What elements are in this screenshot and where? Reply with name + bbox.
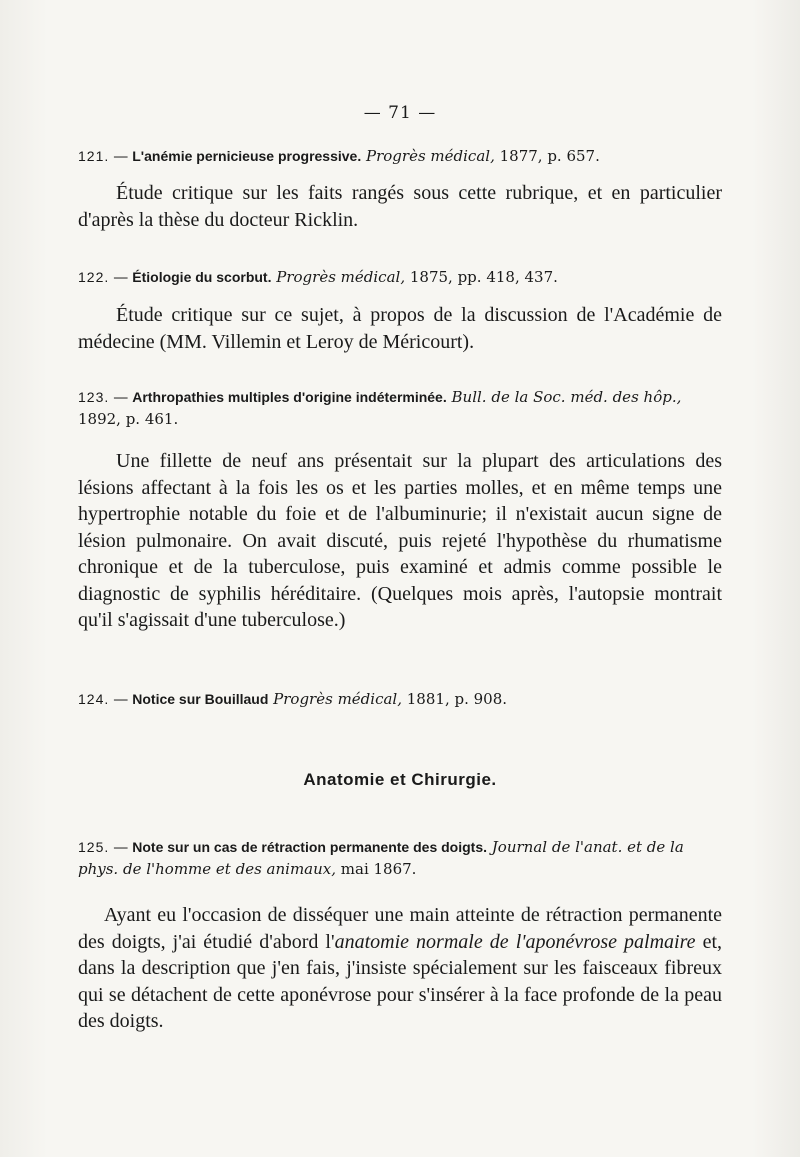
entry-journal: Progrès médical, xyxy=(276,268,406,286)
entry-number: 122. xyxy=(78,269,110,285)
entry-details: 1881, p. 908. xyxy=(406,690,508,708)
entry-details: 1875, pp. 418, 437. xyxy=(409,268,558,286)
entry-title: Étiologie du scorbut. xyxy=(132,269,272,285)
entry-journal: Bull. de la Soc. méd. des hôp., xyxy=(451,388,682,406)
entry-121-summary: Étude critique sur les faits rangés sous cette rubrique, et en particulier d'après la thèse du docteur Ricklin. xyxy=(78,182,722,231)
bibliography-entry-122: 122. — Étiologie du scorbut. Progrès médical, 1875, pp. 418, 437. xyxy=(78,268,558,286)
summary-italic-term: anatomie normale de l'aponévrose palmaire xyxy=(334,930,696,953)
entry-number: 124. xyxy=(78,691,110,707)
entry-number: 121. xyxy=(78,148,110,164)
entry-title: L'anémie pernicieuse progressive. xyxy=(132,148,362,164)
entry-details: 1892, p. 461. xyxy=(78,410,179,428)
entry-122-summary: Étude critique sur ce sujet, à propos de la discussion de l'Académie de médecine (MM. Villemin et Leroy de Méricourt). xyxy=(78,304,722,353)
entry-number: 123. xyxy=(78,389,110,405)
page-number: — 71 — xyxy=(363,103,437,123)
entry-title: Arthropathies multiples d'origine indéterminée. xyxy=(132,389,447,405)
entry-title: Note sur un cas de rétraction permanente des doigts. xyxy=(132,839,488,855)
summary-text-part-1: Ayant eu l'occasion de disséquer une main atteinte de rétraction permanente des doigts, j'ai étudié d'abord l' xyxy=(78,904,722,953)
entry-journal: Progrès médical, xyxy=(273,690,402,708)
bibliography-entry-124: 124. — Notice sur Bouillaud Progrès médical, 1881, p. 908. xyxy=(78,690,508,708)
bibliography-entry-123: 123. — Arthropathies multiples d'origine indéterminée. Bull. de la Soc. méd. des hôp., 1892, p. 461. xyxy=(78,388,682,428)
section-heading: Anatomie et Chirurgie. xyxy=(303,770,497,789)
entry-number: 125. xyxy=(78,839,110,855)
entry-journal: Journal de l'anat. et de la phys. de l'homme et des animaux, xyxy=(78,838,684,878)
summary-text-part-2: et, dans la description que j'en fais, j'insiste spécialement sur les faisceaux fibreux qui se détachent de cette aponévrose pour s'insérer à la face profonde de la peau des doigts. xyxy=(78,930,722,1032)
entry-125-summary xyxy=(78,902,722,1035)
entry-123-summary: Une fillette de neuf ans présentait sur la plupart des articulations des lésions affectant à la fois les os et les parties molles, et en même temps une hypertrophie notable du foie et de l'albuminurie; il n'existait aucun signe de lésion pulmonaire. On avait discuté, puis rejeté l'hypothèse du rhumatisme chronique et de la tuberculose, puis examiné et admis comme possible le diagnostic de syphilis héréditaire. (Quelques mois après, l'autopsie montrait qu'il s'agissait d'une tuberculose.) xyxy=(78,450,722,631)
bibliography-entry-125: 125. — Note sur un cas de rétraction permanente des doigts. Journal de l'anat. et de la phys. de l'homme et des animaux, mai 1867. xyxy=(78,838,684,878)
bibliography-entry-121: 121. — L'anémie pernicieuse progressive. Progrès médical, 1877, p. 657. xyxy=(78,147,600,165)
entry-details: 1877, p. 657. xyxy=(499,147,600,165)
entry-title: Notice sur Bouillaud xyxy=(132,691,269,707)
entry-journal: Progrès médical, xyxy=(366,147,495,165)
entry-details: mai 1867. xyxy=(340,860,417,878)
